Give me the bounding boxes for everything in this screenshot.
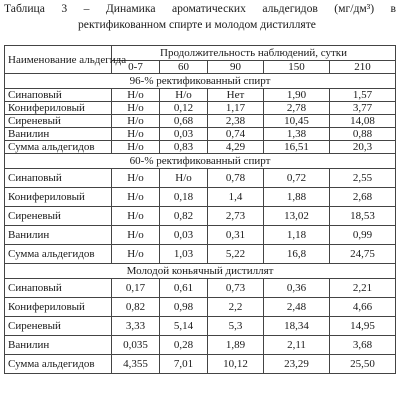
period-header: 0-7 bbox=[112, 61, 160, 74]
value-cell: Нет bbox=[208, 89, 264, 102]
value-cell: 0,98 bbox=[160, 298, 208, 317]
value-cell: 18,34 bbox=[264, 317, 330, 336]
aldehyde-name-cell: Ванилин bbox=[5, 226, 112, 245]
value-cell: 0,82 bbox=[160, 207, 208, 226]
value-cell: 1,89 bbox=[208, 336, 264, 355]
value-cell: Н/о bbox=[160, 169, 208, 188]
value-cell: 13,02 bbox=[264, 207, 330, 226]
header-name-cell: Наименование альдегида bbox=[5, 46, 112, 74]
section-title: Молодой коньячный дистиллят bbox=[5, 264, 396, 279]
table-row bbox=[5, 317, 396, 336]
value-cell: 0,99 bbox=[330, 226, 396, 245]
value-cell: 0,03 bbox=[160, 226, 208, 245]
value-cell: 24,75 bbox=[330, 245, 396, 264]
value-cell: 7,01 bbox=[160, 355, 208, 374]
period-header: 90 bbox=[208, 61, 264, 74]
table-row bbox=[5, 226, 396, 245]
value-cell: 0,68 bbox=[160, 115, 208, 128]
value-cell: 1,88 bbox=[264, 188, 330, 207]
section-title: 96-% ректификованный спирт bbox=[5, 74, 396, 89]
table-row bbox=[5, 141, 396, 154]
value-cell: Н/о bbox=[112, 207, 160, 226]
value-cell: 1,90 bbox=[264, 89, 330, 102]
caption-line-2: ректификованном спирте и молодом дистилляте bbox=[78, 18, 316, 31]
table-row bbox=[5, 115, 396, 128]
value-cell: Н/о bbox=[112, 102, 160, 115]
value-cell: 10,45 bbox=[264, 115, 330, 128]
value-cell: 0,17 bbox=[112, 279, 160, 298]
aldehydes-table bbox=[4, 45, 396, 374]
value-cell: 1,03 bbox=[160, 245, 208, 264]
value-cell: 1,57 bbox=[330, 89, 396, 102]
aldehyde-name-cell: Сиреневый bbox=[5, 115, 112, 128]
aldehyde-name-cell: Сумма альдегидов bbox=[5, 355, 112, 374]
table-row bbox=[5, 128, 396, 141]
period-header: 210 bbox=[330, 61, 396, 74]
value-cell: 2,2 bbox=[208, 298, 264, 317]
value-cell: Н/о bbox=[112, 115, 160, 128]
value-cell: 0,74 bbox=[208, 128, 264, 141]
value-cell: 0,83 bbox=[160, 141, 208, 154]
table-row bbox=[5, 298, 396, 317]
value-cell: 0,72 bbox=[264, 169, 330, 188]
value-cell: 0,18 bbox=[160, 188, 208, 207]
value-cell: 1,18 bbox=[264, 226, 330, 245]
value-cell: Н/о bbox=[112, 89, 160, 102]
value-cell: 18,53 bbox=[330, 207, 396, 226]
value-cell: 16,51 bbox=[264, 141, 330, 154]
value-cell: 0,28 bbox=[160, 336, 208, 355]
value-cell: 23,29 bbox=[264, 355, 330, 374]
section-title: 60-% ректификованный спирт bbox=[5, 154, 396, 169]
caption-line-1: Таблица 3 – Динамика ароматических альдегидов (мг/дм³) в bbox=[4, 2, 396, 15]
value-cell: 0,82 bbox=[112, 298, 160, 317]
period-header: 150 bbox=[264, 61, 330, 74]
value-cell: 5,22 bbox=[208, 245, 264, 264]
table-row bbox=[5, 245, 396, 264]
value-cell: 3,33 bbox=[112, 317, 160, 336]
aldehyde-name-cell: Синаповый bbox=[5, 169, 112, 188]
value-cell: 4,29 bbox=[208, 141, 264, 154]
value-cell: 0,73 bbox=[208, 279, 264, 298]
value-cell: 14,08 bbox=[330, 115, 396, 128]
section-header-row bbox=[5, 74, 396, 89]
aldehyde-name-cell: Синаповый bbox=[5, 279, 112, 298]
value-cell: Н/о bbox=[112, 226, 160, 245]
value-cell: 2,55 bbox=[330, 169, 396, 188]
table-row bbox=[5, 207, 396, 226]
section-header-row bbox=[5, 264, 396, 279]
value-cell: Н/о bbox=[112, 141, 160, 154]
value-cell: 2,21 bbox=[330, 279, 396, 298]
value-cell: 2,38 bbox=[208, 115, 264, 128]
value-cell: Н/о bbox=[112, 169, 160, 188]
value-cell: 25,50 bbox=[330, 355, 396, 374]
aldehyde-name-cell: Сиреневый bbox=[5, 317, 112, 336]
value-cell: Н/о bbox=[160, 89, 208, 102]
value-cell: 20,3 bbox=[330, 141, 396, 154]
value-cell: 0,61 bbox=[160, 279, 208, 298]
value-cell: 10,12 bbox=[208, 355, 264, 374]
table-row bbox=[5, 336, 396, 355]
aldehyde-name-cell: Сиреневый bbox=[5, 207, 112, 226]
value-cell: 2,11 bbox=[264, 336, 330, 355]
value-cell: 5,3 bbox=[208, 317, 264, 336]
value-cell: Н/о bbox=[112, 245, 160, 264]
value-cell: 2,78 bbox=[264, 102, 330, 115]
value-cell: 3,68 bbox=[330, 336, 396, 355]
value-cell: 0,78 bbox=[208, 169, 264, 188]
value-cell: 14,95 bbox=[330, 317, 396, 336]
value-cell: Н/о bbox=[112, 128, 160, 141]
value-cell: 2,48 bbox=[264, 298, 330, 317]
table-row bbox=[5, 169, 396, 188]
table-caption bbox=[4, 1, 396, 33]
value-cell: 2,73 bbox=[208, 207, 264, 226]
table-row bbox=[5, 102, 396, 115]
aldehyde-name-cell: Конифериловый bbox=[5, 298, 112, 317]
value-cell: 5,14 bbox=[160, 317, 208, 336]
table-row bbox=[5, 188, 396, 207]
value-cell: 0,035 bbox=[112, 336, 160, 355]
value-cell: 0,12 bbox=[160, 102, 208, 115]
aldehyde-name-cell: Синаповый bbox=[5, 89, 112, 102]
value-cell: 16,8 bbox=[264, 245, 330, 264]
aldehyde-name-cell: Конифериловый bbox=[5, 188, 112, 207]
value-cell: 1,4 bbox=[208, 188, 264, 207]
value-cell: 1,17 bbox=[208, 102, 264, 115]
table-row bbox=[5, 279, 396, 298]
value-cell: 4,355 bbox=[112, 355, 160, 374]
value-cell: 1,38 bbox=[264, 128, 330, 141]
aldehyde-name-cell: Конифериловый bbox=[5, 102, 112, 115]
value-cell: 0,31 bbox=[208, 226, 264, 245]
value-cell: 0,36 bbox=[264, 279, 330, 298]
value-cell: 3,77 bbox=[330, 102, 396, 115]
aldehyde-name-cell: Ванилин bbox=[5, 128, 112, 141]
value-cell: 0,88 bbox=[330, 128, 396, 141]
value-cell: 4,66 bbox=[330, 298, 396, 317]
table-row bbox=[5, 89, 396, 102]
aldehyde-name-cell: Сумма альдегидов bbox=[5, 141, 112, 154]
value-cell: Н/о bbox=[112, 188, 160, 207]
header-period-cell: Продолжительность наблюдений, сутки bbox=[112, 46, 396, 61]
value-cell: 2,68 bbox=[330, 188, 396, 207]
value-cell: 0,03 bbox=[160, 128, 208, 141]
aldehyde-name-cell: Ванилин bbox=[5, 336, 112, 355]
section-header-row bbox=[5, 154, 396, 169]
aldehyde-name-cell: Сумма альдегидов bbox=[5, 245, 112, 264]
table-row bbox=[5, 355, 396, 374]
period-header: 60 bbox=[160, 61, 208, 74]
